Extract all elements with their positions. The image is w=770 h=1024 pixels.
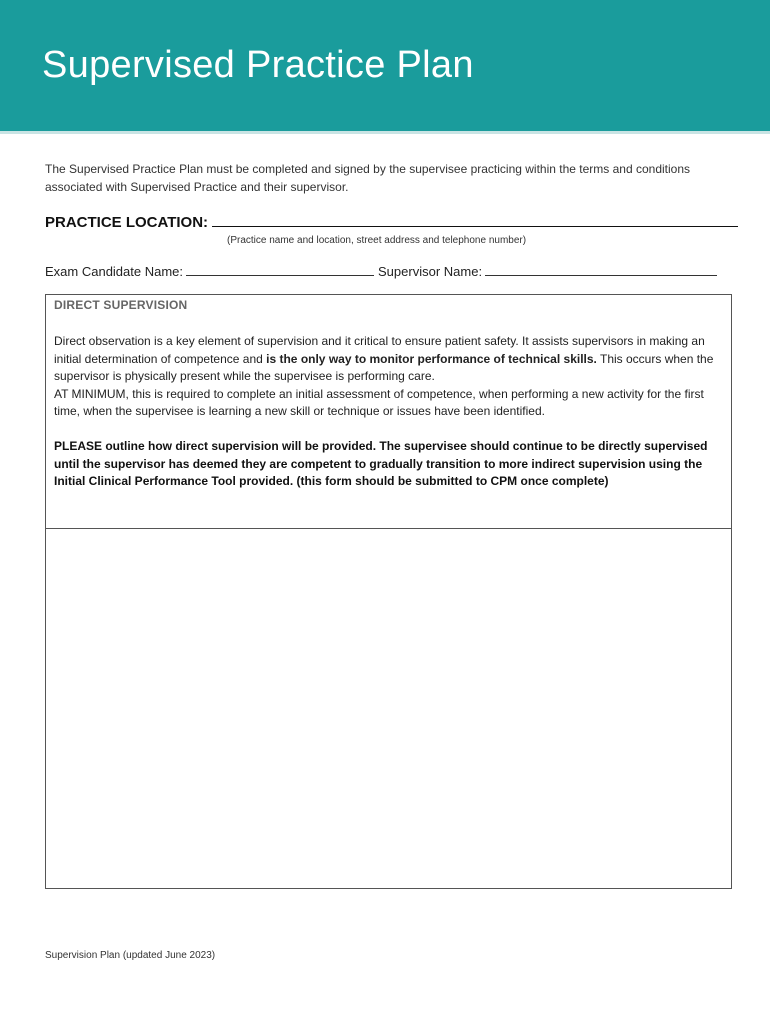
candidate-name-field[interactable]: [186, 263, 374, 276]
section-instruction: PLEASE outline how direct supervision will be provided. The supervisee should continue to be directly supervised until the supervisor has deemed they are competent to gradually transition to more indirect supervision using the Initial Clinical Performance Tool provided. (this form should be submitted to CPM once complete): [54, 439, 708, 488]
direct-supervision-section: [45, 294, 732, 529]
supervisor-name-field[interactable]: [485, 263, 717, 276]
intro-text: The Supervised Practice Plan must be completed and signed by the supervisee practicing within the terms and conditions associated with Supervised Practice and their supervisor.: [45, 162, 691, 194]
practice-location-field[interactable]: [212, 212, 738, 227]
page-footer: Supervision Plan (updated June 2023): [45, 950, 216, 961]
supervision-response-field[interactable]: [45, 528, 732, 889]
practice-location-hint: (Practice name and location, street address and telephone number): [227, 235, 527, 246]
section-description: [54, 333, 726, 421]
practice-location-row: [45, 212, 735, 231]
description-paragraph-2: AT MINIMUM, this is required to complete an initial assessment of competence, when performing a new activity for the first time, when the supervisee is learning a new skill or technique or issues have been identified.: [54, 386, 704, 418]
description-text-a: Direct observation is a key element of supervision and it critical to ensure patient safety. It assists supervisors in making an initial determination of competence and: [54, 334, 705, 366]
section-heading: DIRECT SUPERVISION: [54, 298, 188, 312]
description-paragraph-1: [54, 333, 726, 386]
header-band: [0, 0, 770, 134]
description-emphasis: is the only way to monitor performance of technical skills.: [266, 351, 597, 366]
description-text-b: This occurs when the supervisor is physically present while the supervisee is performing care.: [54, 351, 714, 383]
practice-location-label: PRACTICE LOCATION:: [45, 214, 209, 231]
page-title: Supervised Practice Plan: [42, 44, 474, 86]
names-row: [45, 263, 735, 279]
candidate-name-label: Exam Candidate Name:: [45, 264, 184, 279]
supervisor-name-label: Supervisor Name:: [378, 264, 483, 279]
